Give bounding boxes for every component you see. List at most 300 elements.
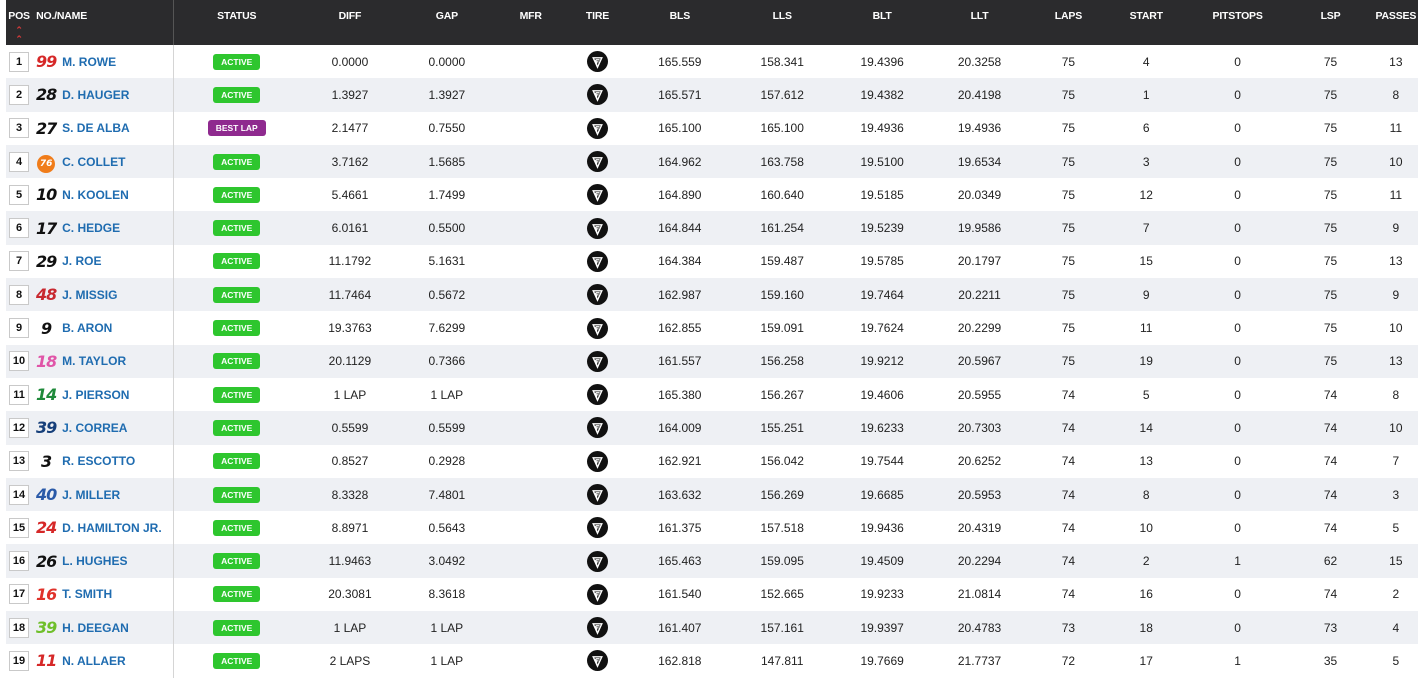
position-badge: 12	[9, 418, 29, 438]
pitstops-cell: 0	[1234, 354, 1241, 369]
passes-cell: 13	[1389, 54, 1403, 69]
passes-cell: 5	[1392, 520, 1400, 535]
mfr-cell	[493, 611, 568, 644]
bls-cell: 165.380	[658, 387, 702, 402]
bls-cell: 164.962	[658, 154, 702, 169]
table-row	[6, 644, 1418, 677]
driver-name-link[interactable]: C. COLLET	[62, 154, 126, 169]
car-number: 10	[35, 185, 57, 205]
status-cell	[174, 544, 300, 577]
llt-cell: 20.4198	[957, 87, 1002, 102]
laps-cell: 72	[1061, 653, 1076, 668]
blt-cell: 19.9212	[860, 354, 904, 369]
gap-cell: 0.5599	[428, 420, 466, 435]
tire-cell	[568, 178, 626, 211]
bls-cell: 164.009	[658, 420, 702, 435]
car-number: 39	[35, 418, 57, 438]
mfr-cell	[493, 245, 568, 278]
start-cell: 2	[1142, 554, 1150, 569]
driver-name-link[interactable]: J. PIERSON	[62, 387, 130, 402]
bls-cell: 161.557	[658, 354, 702, 369]
position-cell	[6, 311, 32, 344]
bls-cell: 165.100	[658, 121, 702, 136]
table-row	[6, 578, 1418, 611]
firestone-tire-icon	[587, 351, 608, 372]
firestone-tire-icon	[587, 318, 608, 339]
gap-cell: 7.6299	[428, 321, 466, 336]
start-cell: 13	[1139, 454, 1153, 469]
diff-cell: 8.8971	[331, 520, 369, 535]
tire-cell	[568, 511, 626, 544]
status-badge: ACTIVE	[213, 653, 260, 669]
tire-cell	[568, 644, 626, 677]
table-row	[6, 311, 1418, 344]
diff-cell: 0.0000	[331, 54, 369, 69]
firestone-tire-icon	[587, 484, 608, 505]
table-row	[6, 445, 1418, 478]
lls-cell: 159.091	[760, 321, 804, 336]
lls-cell: 152.665	[760, 587, 804, 602]
start-cell: 3	[1142, 154, 1150, 169]
car-number: 76	[32, 151, 60, 173]
laps-cell: 74	[1061, 487, 1076, 502]
pitstops-cell: 0	[1234, 487, 1241, 502]
position-cell	[6, 178, 32, 211]
lls-cell: 157.161	[760, 620, 804, 635]
pitstops-cell: 0	[1234, 321, 1241, 336]
lsp-cell: 62	[1323, 554, 1338, 569]
firestone-tire-icon	[587, 151, 608, 172]
position-cell	[6, 278, 32, 311]
pitstops-cell: 0	[1234, 387, 1241, 402]
col-header-pos[interactable]: POS ⌃ ⌃	[8, 10, 30, 44]
firestone-tire-icon	[587, 184, 608, 205]
col-header-bls[interactable]: BLS	[669, 10, 690, 22]
lsp-cell: 75	[1323, 54, 1338, 69]
driver-name-link[interactable]: N. KOOLEN	[62, 187, 129, 202]
position-badge: 4	[9, 152, 29, 172]
tire-cell	[568, 112, 626, 145]
blt-cell: 19.4936	[860, 121, 904, 136]
lsp-cell: 75	[1323, 321, 1338, 336]
lsp-cell: 35	[1323, 653, 1338, 668]
driver-name-link[interactable]: M. ROWE	[62, 54, 117, 69]
car-number: 27	[35, 118, 57, 138]
car-number: 40	[35, 485, 57, 504]
status-badge: ACTIVE	[213, 453, 260, 469]
llt-cell: 21.0814	[957, 587, 1002, 602]
status-badge: ACTIVE	[213, 154, 260, 170]
col-header-diff[interactable]: DIFF	[338, 10, 362, 22]
gap-cell: 1 LAP	[430, 620, 464, 635]
bls-cell: 161.375	[658, 520, 702, 535]
col-header-llt[interactable]: LLT	[970, 10, 989, 22]
driver-name-link[interactable]: N. ALLAER	[62, 653, 126, 668]
pitstops-cell: 0	[1234, 187, 1241, 202]
status-cell	[174, 78, 300, 111]
passes-cell: 8	[1392, 387, 1400, 402]
status-badge: ACTIVE	[213, 54, 260, 70]
lsp-cell: 74	[1323, 587, 1338, 602]
pitstops-cell: 0	[1234, 420, 1241, 435]
position-cell	[6, 445, 32, 478]
blt-cell: 19.7464	[860, 287, 904, 302]
blt-cell: 19.6685	[860, 487, 904, 502]
col-header-start[interactable]: START	[1129, 10, 1163, 22]
tire-cell	[568, 78, 626, 111]
lls-cell: 157.612	[760, 87, 804, 102]
col-header-mfr[interactable]: MFR	[519, 10, 542, 22]
gap-cell: 3.0492	[428, 554, 466, 569]
blt-cell: 19.5185	[860, 187, 904, 202]
gap-cell: 0.5643	[428, 520, 466, 535]
table-row	[6, 278, 1418, 311]
start-cell: 18	[1139, 620, 1153, 635]
bls-cell: 164.844	[658, 221, 702, 236]
gap-cell: 7.4801	[428, 487, 466, 502]
driver-name-link[interactable]: D. HAMILTON JR.	[62, 520, 162, 535]
driver-name-link[interactable]: L. HUGHES	[62, 554, 128, 569]
bls-cell: 163.632	[658, 487, 702, 502]
blt-cell: 19.4396	[860, 54, 904, 69]
position-cell	[6, 644, 32, 677]
col-header-lsp[interactable]: LSP	[1320, 10, 1341, 22]
position-cell	[6, 578, 32, 611]
firestone-tire-icon	[587, 584, 608, 605]
tire-cell	[568, 311, 626, 344]
lsp-cell: 74	[1323, 420, 1338, 435]
llt-cell: 20.5967	[957, 354, 1002, 369]
position-badge: 10	[9, 351, 29, 371]
bls-cell: 161.540	[658, 587, 702, 602]
gap-cell: 0.5672	[428, 287, 466, 302]
firestone-tire-icon	[587, 650, 608, 671]
status-badge: ACTIVE	[213, 320, 260, 336]
passes-cell: 13	[1389, 354, 1403, 369]
position-badge: 19	[9, 651, 29, 671]
position-cell	[6, 112, 32, 145]
start-cell: 11	[1139, 321, 1153, 336]
car-number: 99	[35, 52, 57, 72]
mfr-cell	[493, 145, 568, 178]
car-number: 17	[35, 218, 57, 238]
status-badge: ACTIVE	[213, 220, 260, 236]
laps-cell: 74	[1061, 454, 1076, 469]
pitstops-cell: 0	[1234, 221, 1241, 236]
status-cell	[174, 211, 300, 244]
driver-name-link[interactable]: J. MISSIG	[62, 287, 118, 302]
position-cell	[6, 211, 32, 244]
col-header-tire[interactable]: TIRE	[585, 10, 610, 22]
car-number: 29	[35, 251, 57, 271]
col-header-status[interactable]: STATUS	[217, 10, 257, 22]
tire-cell	[568, 478, 626, 511]
status-cell	[174, 112, 300, 145]
lls-cell: 155.251	[760, 420, 804, 435]
position-badge: 17	[9, 584, 29, 604]
position-cell	[6, 345, 32, 378]
mfr-cell	[493, 511, 568, 544]
pitstops-cell: 0	[1234, 454, 1241, 469]
car-number: 48	[35, 285, 57, 305]
car-number: 18	[35, 351, 57, 371]
car-number: 16	[35, 584, 57, 604]
mfr-cell	[493, 311, 568, 344]
gap-cell: 0.7550	[428, 121, 466, 136]
lls-cell: 147.811	[760, 653, 804, 668]
gap-cell: 1 LAP	[430, 387, 464, 402]
driver-name-link[interactable]: J. MILLER	[62, 487, 121, 502]
pitstops-cell: 0	[1234, 121, 1241, 136]
status-cell	[174, 278, 300, 311]
blt-cell: 19.4606	[860, 387, 904, 402]
driver-cell	[32, 45, 174, 78]
blt-cell: 19.9233	[860, 587, 904, 602]
diff-cell: 11.7464	[328, 287, 372, 302]
passes-cell: 2	[1392, 587, 1400, 602]
driver-cell	[32, 378, 174, 411]
status-cell	[174, 378, 300, 411]
lsp-cell: 74	[1323, 454, 1338, 469]
diff-cell: 20.3081	[328, 587, 372, 602]
car-number: 26	[35, 551, 57, 571]
mfr-cell	[493, 278, 568, 311]
driver-cell	[32, 445, 174, 478]
llt-cell: 20.0349	[957, 187, 1002, 202]
start-cell: 10	[1139, 520, 1153, 535]
table-row	[6, 544, 1418, 577]
mfr-cell	[493, 578, 568, 611]
llt-cell: 21.7737	[957, 653, 1002, 668]
laps-cell: 74	[1061, 520, 1076, 535]
driver-name-link[interactable]: B. ARON	[62, 321, 113, 336]
blt-cell: 19.6233	[860, 420, 904, 435]
col-header-gap[interactable]: GAP	[435, 10, 458, 22]
status-badge: ACTIVE	[213, 187, 260, 203]
tire-cell	[568, 411, 626, 444]
laps-cell: 75	[1061, 221, 1076, 236]
status-badge: ACTIVE	[213, 353, 260, 369]
laps-cell: 74	[1061, 420, 1076, 435]
driver-cell	[32, 211, 174, 244]
llt-cell: 20.2294	[957, 554, 1002, 569]
start-cell: 17	[1139, 653, 1153, 668]
col-header-blt[interactable]: BLT	[872, 10, 892, 22]
mfr-cell	[493, 78, 568, 111]
gap-cell: 1.7499	[428, 187, 466, 202]
lsp-cell: 75	[1323, 287, 1338, 302]
col-header-pitstops[interactable]: PITSTOPS	[1212, 10, 1263, 22]
pitstops-cell: 0	[1234, 87, 1241, 102]
passes-cell: 11	[1389, 187, 1403, 202]
lls-cell: 158.341	[760, 54, 804, 69]
driver-name-link[interactable]: J. CORREA	[62, 420, 128, 435]
passes-cell: 10	[1389, 321, 1403, 336]
position-badge: 9	[9, 318, 29, 338]
mfr-cell	[493, 445, 568, 478]
driver-name-link[interactable]: D. HAUGER	[62, 87, 130, 102]
laps-cell: 75	[1061, 254, 1076, 269]
gap-cell: 1 LAP	[430, 653, 464, 668]
driver-cell	[32, 411, 174, 444]
lls-cell: 159.487	[760, 254, 804, 269]
passes-cell: 9	[1392, 221, 1400, 236]
blt-cell: 19.5239	[860, 221, 904, 236]
llt-cell: 20.2299	[957, 321, 1002, 336]
firestone-tire-icon	[587, 251, 608, 272]
driver-cell	[32, 145, 174, 178]
status-badge: ACTIVE	[213, 253, 260, 269]
lsp-cell: 73	[1323, 620, 1338, 635]
start-cell: 7	[1142, 221, 1150, 236]
position-cell	[6, 544, 32, 577]
mfr-cell	[493, 544, 568, 577]
blt-cell: 19.7544	[860, 454, 904, 469]
status-cell	[174, 178, 300, 211]
status-badge: ACTIVE	[213, 520, 260, 536]
mfr-cell	[493, 411, 568, 444]
passes-cell: 13	[1389, 254, 1403, 269]
tire-cell	[568, 278, 626, 311]
blt-cell: 19.4509	[860, 554, 904, 569]
laps-cell: 74	[1061, 587, 1076, 602]
status-cell	[174, 245, 300, 278]
lsp-cell: 75	[1323, 254, 1338, 269]
bls-cell: 161.407	[658, 620, 702, 635]
blt-cell: 19.7624	[860, 321, 904, 336]
mfr-cell	[493, 211, 568, 244]
lsp-cell: 74	[1323, 387, 1338, 402]
gap-cell: 5.1631	[428, 254, 466, 269]
pitstops-cell: 1	[1234, 554, 1241, 569]
diff-cell: 3.7162	[331, 154, 369, 169]
driver-name-link[interactable]: S. DE ALBA	[62, 121, 130, 136]
start-cell: 15	[1139, 254, 1153, 269]
lsp-cell: 75	[1323, 121, 1338, 136]
status-badge: BEST LAP	[208, 120, 266, 136]
driver-name-link[interactable]: T. SMITH	[62, 587, 113, 602]
col-header-laps[interactable]: LAPS	[1054, 10, 1083, 22]
pitstops-cell: 0	[1234, 587, 1241, 602]
header-row	[6, 0, 1418, 45]
passes-cell: 4	[1392, 620, 1400, 635]
driver-cell	[32, 578, 174, 611]
driver-name-link[interactable]: H. DEEGAN	[62, 620, 129, 635]
driver-name-link[interactable]: C. HEDGE	[62, 221, 121, 236]
lls-cell: 156.258	[760, 354, 804, 369]
diff-cell: 1.3927	[331, 87, 369, 102]
firestone-tire-icon	[587, 517, 608, 538]
tire-cell	[568, 578, 626, 611]
status-cell	[174, 411, 300, 444]
bls-cell: 162.855	[658, 321, 702, 336]
diff-cell: 5.4661	[331, 187, 369, 202]
leaderboard-table	[6, 0, 1418, 678]
position-cell	[6, 511, 32, 544]
diff-cell: 20.1129	[328, 354, 372, 369]
diff-cell: 2 LAPS	[329, 653, 371, 668]
table-row	[6, 45, 1418, 78]
table-row	[6, 211, 1418, 244]
firestone-tire-icon	[587, 417, 608, 438]
position-badge: 16	[9, 551, 29, 571]
llt-cell: 20.1797	[957, 254, 1002, 269]
laps-cell: 75	[1061, 287, 1076, 302]
status-cell	[174, 644, 300, 677]
status-cell	[174, 345, 300, 378]
position-cell	[6, 78, 32, 111]
lsp-cell: 75	[1323, 221, 1338, 236]
col-header-passes[interactable]: PASSES	[1375, 10, 1417, 22]
firestone-tire-icon	[587, 451, 608, 472]
driver-name-link[interactable]: J. ROE	[62, 254, 102, 269]
bls-cell: 164.384	[658, 254, 702, 269]
table-row	[6, 145, 1418, 178]
position-badge: 1	[9, 52, 29, 72]
position-badge: 18	[9, 618, 29, 638]
pitstops-cell: 0	[1234, 520, 1241, 535]
firestone-tire-icon	[587, 84, 608, 105]
status-badge: ACTIVE	[213, 553, 260, 569]
driver-cell	[32, 478, 174, 511]
passes-cell: 3	[1392, 487, 1400, 502]
diff-cell: 0.8527	[331, 454, 369, 469]
sort-up-icon[interactable]: ⌃ ⌃	[15, 25, 23, 44]
position-cell	[6, 45, 32, 78]
tire-cell	[568, 145, 626, 178]
bls-cell: 164.890	[658, 187, 702, 202]
blt-cell: 19.5100	[860, 154, 904, 169]
car-number: 3	[41, 451, 52, 471]
pitstops-cell: 1	[1234, 653, 1241, 668]
position-cell	[6, 411, 32, 444]
table-row	[6, 245, 1418, 278]
table-row	[6, 112, 1418, 145]
blt-cell: 19.9436	[860, 520, 904, 535]
passes-cell: 5	[1392, 653, 1400, 668]
laps-cell: 75	[1061, 154, 1076, 169]
col-header-lls[interactable]: LLS	[772, 10, 792, 22]
passes-cell: 7	[1392, 454, 1400, 469]
blt-cell: 19.5785	[860, 254, 904, 269]
driver-cell	[32, 112, 174, 145]
gap-cell: 8.3618	[428, 587, 466, 602]
tire-cell	[568, 445, 626, 478]
diff-cell: 11.9463	[328, 554, 372, 569]
position-badge: 8	[9, 285, 29, 305]
llt-cell: 19.4936	[957, 121, 1002, 136]
leaderboard-body	[6, 45, 1418, 678]
car-number: 9	[41, 318, 52, 338]
diff-cell: 19.3763	[328, 321, 372, 336]
position-cell	[6, 611, 32, 644]
firestone-tire-icon	[587, 51, 608, 72]
status-badge: ACTIVE	[213, 620, 260, 636]
blt-cell: 19.9397	[860, 620, 904, 635]
position-badge: 3	[9, 118, 29, 138]
driver-name-link[interactable]: M. TAYLOR	[62, 354, 127, 369]
status-badge: ACTIVE	[213, 87, 260, 103]
pitstops-cell: 0	[1234, 287, 1241, 302]
col-header-name[interactable]: NO./NAME	[32, 0, 174, 45]
table-row	[6, 78, 1418, 111]
diff-cell: 6.0161	[331, 221, 369, 236]
driver-name-link[interactable]: R. ESCOTTO	[62, 454, 136, 469]
gap-cell: 0.5500	[428, 221, 466, 236]
diff-cell: 2.1477	[331, 121, 369, 136]
passes-cell: 8	[1392, 87, 1400, 102]
gap-cell: 1.5685	[428, 154, 466, 169]
